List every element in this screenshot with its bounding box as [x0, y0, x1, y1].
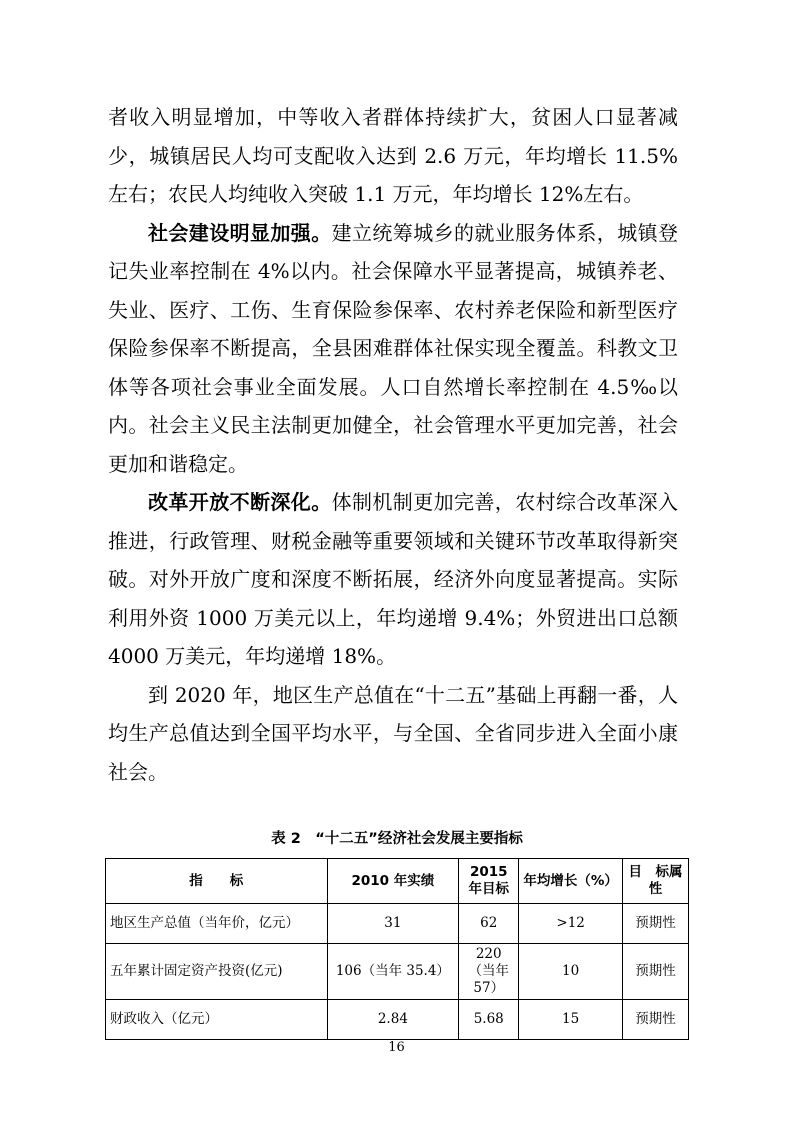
cell-attribute: 预期性 — [623, 904, 689, 944]
paragraph-lead: 改革开放不断深化。 — [148, 490, 332, 514]
table-row — [106, 904, 689, 944]
body-text — [108, 98, 678, 791]
cell-growth: >12 — [519, 904, 623, 944]
cell-2015: 5.68 — [459, 1000, 519, 1040]
header-2010-actual: 2010 年实绩 — [327, 859, 459, 904]
table-caption: 表 2 “十二五”经济社会发展主要指标 — [271, 831, 523, 847]
cell-2015: 62 — [459, 904, 519, 944]
cell-2010: 2.84 — [327, 1000, 459, 1040]
header-annual-growth: 年均增长（%） — [519, 859, 623, 904]
header-2015-target: 2015 年目标 — [459, 859, 519, 904]
cell-indicator: 五年累计固定资产投资(亿元) — [106, 944, 328, 1000]
paragraph-text: 者收入明显增加，中等收入者群体持续扩大，贫困人口显著减少，城镇居民人均可支配收入达到 2.6 万元，年均增长 11.5%左右；农民人均纯收入突破 1.1 万元，年均增长 12%左右。 — [108, 105, 678, 206]
table-row — [106, 944, 689, 1000]
cell-2010: 106（当年 35.4） — [327, 944, 459, 1000]
paragraph-text: 建立统筹城乡的就业服务体系，城镇登记失业率控制在 4%以内。社会保障水平显著提高，城镇养老、失业、医疗、工伤、生育保险参保率、农村养老保险和新型医疗保险参保率不断提高，全县困难群体社保实现全覆盖。科教文卫体等各项社会事业全面发展。人口自然增长率控制在 4.5‰以内。社会主义民主法制更加健全，社会管理水平更加完善，社会更加和谐稳定。 — [108, 220, 679, 476]
table-header-row — [106, 859, 689, 904]
paragraph-income — [108, 98, 678, 214]
paragraph-reform-opening — [108, 483, 678, 676]
cell-growth: 15 — [519, 1000, 623, 1040]
cell-growth: 10 — [519, 944, 623, 1000]
table-row — [106, 1000, 689, 1040]
cell-indicator: 地区生产总值（当年价，亿元） — [106, 904, 328, 944]
cell-attribute: 预期性 — [623, 1000, 689, 1040]
cell-indicator: 财政收入（亿元） — [106, 1000, 328, 1040]
paragraph-text: 体制机制更加完善，农村综合改革深入推进，行政管理、财税金融等重要领域和关键环节改革取得新突破。对外开放广度和深度不断拓展，经济外向度显著提高。实际利用外资 1000 万美元以上，年均递增 9.4%；外贸进出口总额 4000 万美元，年均递增 18%。 — [108, 490, 679, 668]
cell-2015: 220（当年 57） — [459, 944, 519, 1000]
cell-attribute: 预期性 — [623, 944, 689, 1000]
cell-2010: 31 — [327, 904, 459, 944]
page-number: 16 — [388, 1040, 405, 1055]
paragraph-social-construction — [108, 214, 678, 484]
paragraph-2020-goal — [108, 676, 678, 792]
header-target-attribute: 目 标属 性 — [623, 859, 689, 904]
indicators-table — [105, 858, 697, 1040]
header-indicator: 指 标 — [106, 859, 328, 904]
paragraph-lead: 社会建设明显加强。 — [148, 220, 332, 245]
paragraph-text: 到 2020 年，地区生产总值在“十二五”基础上再翻一番，人均生产总值达到全国平均水平，与全国、全省同步进入全面小康社会。 — [108, 682, 678, 784]
